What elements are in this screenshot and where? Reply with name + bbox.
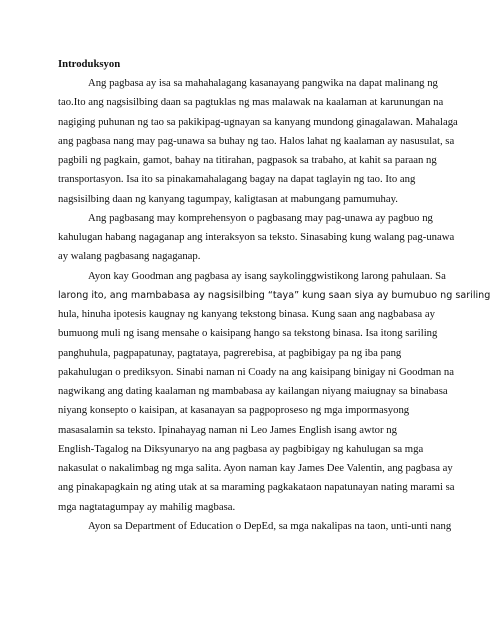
text-line: kahulugan habang nagaganap ang interaksyon sa teksto. Sinasabing kung walang pag-unawa xyxy=(58,231,455,243)
text-line: transportasyon. Isa ito sa pinakamahalagang bagay na dapat taglayin ng tao. Ito ang xyxy=(58,173,416,186)
paragraph-4 xyxy=(58,517,452,536)
text-line: English-Tagalog na Diksyunaryo na ang pagbasa ay pagbibigay ng kahulugan sa mga xyxy=(58,442,424,455)
text-line: panghuhula, pagpapatunay, pagtataya, pagrerebisa, at pagbibigay pa ng iba pang xyxy=(58,346,402,359)
text-line: ang pagbasa nang may pag-unawa sa buhay ng tao. Halos lahat ng kaalaman ay nasusulat, sa xyxy=(58,134,455,147)
text-line: pakahulugan o prediksyon. Sinabi naman ni Coady na ang kaisipang binigay ni Goodman na xyxy=(58,365,454,378)
text-line: Ayon kay Goodman ang pagbasa ay isang saykolinggwistikong larong pahulaan. Sa xyxy=(88,269,446,282)
text-line: pagbili ng pagkain, gamot, bahay na titirahan, pagpasok sa trabaho, at kahit sa paraan ng xyxy=(58,154,437,166)
text-line: mga nagtatagumpay ay mahilig magbasa. xyxy=(58,500,236,513)
text-line: nagiging puhunan ng tao sa pakikipag-ugnayan sa kanyang mundong ginagalawan. Mahalaga xyxy=(58,115,458,128)
text-line: bumuong muli ng isang mensahe o kaisipang hango sa tekstong binasa. Isa itong sariling xyxy=(58,327,438,340)
text-line: nagsisilbing daan ng kanyang tagumpay, kaligtasan at mabungang pamumuhay. xyxy=(58,192,398,205)
text-line: Ang pagbasa ay isa sa mahahalagang kasanayang pangwika na dapat malinang ng xyxy=(88,77,438,89)
text-line: Ayon sa Department of Education o DepEd, sa mga nakalipas na taon, unti-unti nang xyxy=(88,519,452,532)
text-line: hula, hinuha ipotesis kaugnay ng kanyang tekstong binasa. Kung saan ang nagbabasa ay xyxy=(58,308,435,320)
text-line: ay walang pagbasang nagaganap. xyxy=(58,250,201,263)
text-line: tao.Ito ang nagsisilbing daan sa pagtuklas ng mas malawak na kaalaman at karunungan na xyxy=(58,96,444,109)
text-line: niyang konsepto o kaisipan, at kasanayan sa pagpoproseso ng mga impormasyong xyxy=(58,404,410,417)
text-line: ang pinakapagkain ng ating utak at sa maraming pagkakataon napatunayan nating marami sa xyxy=(58,481,455,494)
section-heading: Introduksyon xyxy=(58,58,121,70)
text-line: masasalamin sa teksto. Ipinahayag naman ni Leo James English isang awtor ng xyxy=(58,423,397,436)
paragraph-2 xyxy=(58,209,455,267)
paragraph-1 xyxy=(58,74,458,209)
text-line: Ang pagbasang may komprehensyon o pagbasang may pag-unawa ay pagbuo ng xyxy=(88,211,433,224)
text-line: nagwikang ang dating kaalaman ng mambabasa ay kailangan niyang maiugnay sa binabasa xyxy=(58,385,448,397)
text-line: larong ito, ang mambabasa ay nagsisilbing “taya” kung saan siya ay bumubuo ng sariling xyxy=(58,289,490,301)
text-line: nakasulat o nakalimbag ng mga salita. Ayon naman kay James Dee Valentin, ang pagbasa ay xyxy=(58,462,453,474)
paragraph-3 xyxy=(58,267,490,517)
